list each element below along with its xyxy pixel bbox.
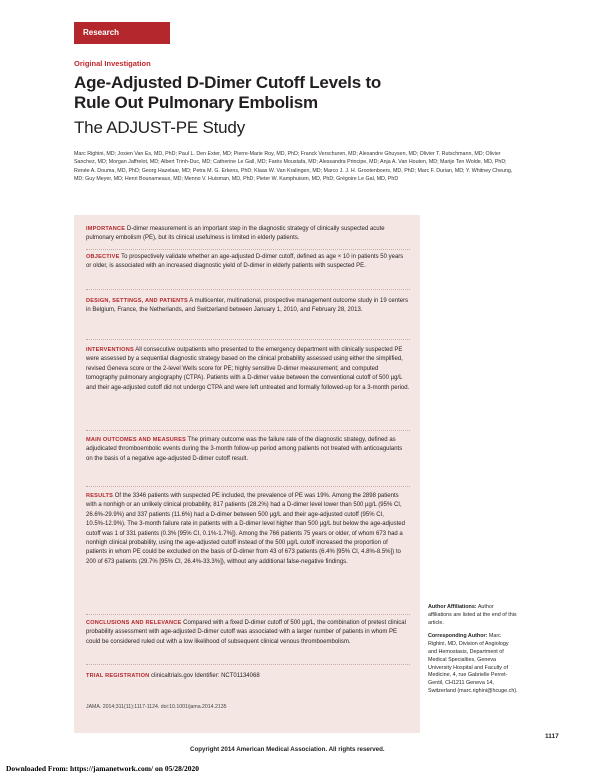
abstract-box <box>74 215 420 733</box>
divider <box>86 289 410 290</box>
section-heading: IMPORTANCE <box>86 226 126 232</box>
affiliations-heading: Author Affiliations: <box>428 604 477 610</box>
copyright: Copyright 2014 American Medical Association. All rights reserved. <box>190 746 385 753</box>
section-heading: OBJECTIVE <box>86 254 120 260</box>
abstract-interventions <box>86 346 410 393</box>
section-text: Compared with a fixed D-dimer cutoff of 500 µg/L, the combination of pretest clinical probability assessment with age-adjusted D-dimer cutoff was associated with a larger number of patients in whom PE could be considered ruled out with a low likelihood of subsequent clinical venous thromboembolism. <box>86 620 406 645</box>
section-text: clinicaltrials.gov Identifier: NCT01134068 <box>151 673 260 679</box>
divider <box>86 249 410 250</box>
section-text: D-dimer measurement is an important step in the diagnostic strategy of clinically suspected acute pulmonary embolism (PE), but its clinical usefulness is limited in elderly patients. <box>86 226 385 242</box>
section-text: Of the 3346 patients with suspected PE included, the prevalence of PE was 19%. Among the 2898 patients with a nonhigh or an unlikely clinical probability, 817 patients (28.2%) had a D-dimer level lower than 500 µg/L (95% CI, 26.6%-29.9%) and 337 patients (11.6%) had a D-dimer between 500 µg/L and their age-adjusted cutoff (95% CI, 10.5%-12.9%). The 3-month failure rate in patients with a D-dimer level higher than 500 µg/L but below the age-adjusted cutoff was 1 of 331 patients (0.3% [95% CI, 0.1%-1.7%]). Among the 766 patients 75 years or older, of whom 673 had a nonhigh clinical probability, using the age-adjusted cutoff instead of the 500 µg/L cutoff increased the proportion of patients in whom PE could be excluded on the basis of D-dimer from 43 of 673 patients (6.4% [95% CI, 4.8%-8.5%]) to 200 of 673 patients (29.7% [95% CI, 26.4%-33.3%]), without any additional false-negative findings. <box>86 493 405 565</box>
divider <box>86 486 410 487</box>
corresponding-text: Marc Righini, MD, Division of Angiology and Hemostasis, Department of Medical Specialties, Geneva University Hospital and Faculty of Medicine, 4, rue Gabrielle Perret-Gentil, CH1211 Geneva 14, Switzerland (marc.righini@hcuge.ch). <box>428 633 518 694</box>
section-heading: CONCLUSIONS AND RELEVANCE <box>86 620 182 626</box>
section-heading: INTERVENTIONS <box>86 347 134 353</box>
citation: JAMA. 2014;311(11):1117-1124. doi:10.1001/jama.2014.2135 <box>86 704 227 710</box>
divider <box>86 430 410 431</box>
section-text: A multicenter, multinational, prospective management outcome study in 19 centers in Belgium, France, the Netherlands, and Switzerland between January 1, 2010, and February 28, 2013. <box>86 298 409 314</box>
author-info-sidebar <box>428 604 518 696</box>
section-text: To prospectively validate whether an age-adjusted D-dimer cutoff, defined as age × 10 in patients 50 years or older, is associated with an increased diagnostic yield of D-dimer in elderly patients with suspected PE. <box>86 254 404 270</box>
section-heading: TRIAL REGISTRATION <box>86 673 150 679</box>
abstract-importance <box>86 225 410 244</box>
page-number: 1117 <box>545 733 559 740</box>
article-subtitle: The ADJUST-PE Study <box>74 118 245 137</box>
section-heading: MAIN OUTCOMES AND MEASURES <box>86 437 187 443</box>
section-heading: RESULTS <box>86 493 114 499</box>
abstract-design <box>86 297 410 316</box>
abstract-outcomes <box>86 436 410 464</box>
section-label: Research <box>74 22 170 44</box>
divider <box>86 614 410 615</box>
divider <box>86 339 410 340</box>
download-note: Downloaded From: https://jamanetwork.com/ on 05/28/2020 <box>6 764 199 773</box>
affiliations-text: Author affiliations are listed at the end of this article. <box>428 604 517 626</box>
section-text: The primary outcome was the failure rate of the diagnostic strategy, defined as adjudicated thromboembolic events during the 3-month follow-up period among patients not treated with anticoagulants on the basis of a negative age-adjusted D-dimer cutoff result. <box>86 437 403 462</box>
abstract-registration <box>86 672 410 681</box>
corresponding-heading: Corresponding Author: <box>428 633 488 640</box>
abstract-results <box>86 492 410 567</box>
section-text: All consecutive outpatients who presented to the emergency department with clinically suspected PE were assessed by a sequential diagnostic strategy based on the clinical probability assessed using either the simplified, revised Geneva score or the 2-level Wells score for PE; highly sensitive D-dimer measurement; and computed tomography pulmonary angiography (CTPA). Patients with a D-dimer value between the conventional cutoff of 500 µg/L and their age-adjusted cutoff did not undergo CTPA and were left untreated and formally followed-up for a 3-month period. <box>86 347 410 391</box>
abstract-objective <box>86 253 410 272</box>
section-heading: DESIGN, SETTINGS, AND PATIENTS <box>86 298 188 304</box>
article-title: Age-Adjusted D-Dimer Cutoff Levels to Rule Out Pulmonary Embolism <box>74 73 382 112</box>
abstract-conclusions <box>86 619 410 647</box>
article-type: Original Investigation <box>74 59 151 68</box>
divider <box>86 664 410 665</box>
author-list: Marc Righini, MD; Josien Van Es, MD, PhD; Paul L. Den Exter, MD; Pierre-Marie Roy, MD, PhD; Franck Verschuren, MD; Alexandre Ghuysen, MD; Olivier T. Rutschmann, MD; Olivier Sanchez, MD; Morgan Jaffrelot, MD; Albert Trinh-Duc, MD; Catherine Le Gall, MD; Farès Moustafa, MD; Alessandra Principe, MD; Anja A. Van Houten, MD; Marije Ten Wolde, MD, PhD; Renée A. Douma, MD, PhD; Georg Hazelaar, MD; Petra M. G. Erkens, PhD; Klaas W. Van Kralingen, MD; Marco J. J. H. Grootenboers, MD, PhD; Marc F. Durian, MD; Y. Whitney Cheung, MD; Guy Meyer, MD; Henri Bounameaux, MD; Menno V. Huisman, MD, PhD; Pieter W. Kamphuisen, MD, PhD; Grégoire Le Gal, MD, PhD <box>74 151 513 182</box>
